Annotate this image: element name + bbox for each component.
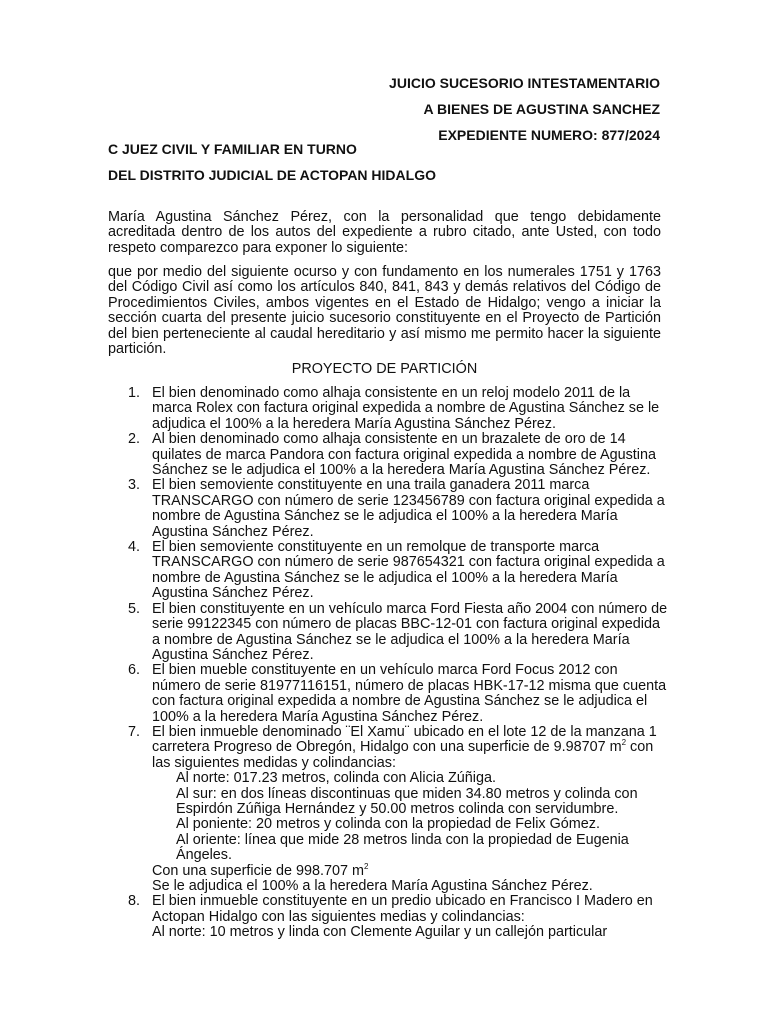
case-number: EXPEDIENTE NUMERO: 877/2024 xyxy=(438,127,660,143)
list-item xyxy=(108,602,668,664)
boundary-east: Al oriente: línea que mide 28 metros linda con la propiedad de Eugenia Ángeles. xyxy=(176,831,629,864)
list-item xyxy=(108,432,668,478)
intro-paragraph: María Agustina Sánchez Pérez, con la personalidad que tengo debidamente acreditada dentro de los autos del expediente a rubro citado, ante Usted, con todo respeto comparezco para exponer lo siguiente: xyxy=(108,209,661,256)
item-number: 5. xyxy=(128,600,141,617)
body-paragraph: que por medio del siguiente ocurso y con fundamento en los numerales 1751 y 1763 del Código Civil así como los artículos 840, 841, 843 y demás relativos del Código de Procedimientos Civiles, ambos vigentes en el Estado de Hidalgo; vengo a iniciar la sección cuarta del presente juicio sucesorio constituyente en el Proyecto de Partición del bien perteneciente al caudal hereditario y así mismo me permito hacer la siguiente partición. xyxy=(108,264,661,358)
adjudication-text: Se le adjudica el 100% a la heredera María Agustina Sánchez Pérez. xyxy=(152,878,593,894)
list-item-property-xamu xyxy=(108,725,668,894)
item-number: 6. xyxy=(128,662,141,679)
addressee-judge: C JUEZ CIVIL Y FAMILIAR EN TURNO xyxy=(108,141,357,157)
boundary-north: Al norte: 10 metros y linda con Clemente Aguilar y un callejón particular xyxy=(152,924,608,941)
addressee-district: DEL DISTRITO JUDICIAL DE ACTOPAN HIDALGO xyxy=(108,167,436,183)
item-text: El bien mueble constituyente en un vehículo marca Ford Focus 2012 con número de serie 81977116151, número de placas HBK-17-12 misma que cuenta con factura original expedida a nombre de Agustina Sánchez se le adjudica el 100% a la heredera María Agustina Sánchez Pérez. xyxy=(152,662,667,725)
item-number: 2. xyxy=(128,431,141,448)
item-number: 8. xyxy=(128,893,141,910)
item-number: 4. xyxy=(128,539,141,556)
section-title: PROYECTO DE PARTICIÓN xyxy=(291,361,478,377)
case-title: JUICIO SUCESORIO INTESTAMENTARIO xyxy=(389,75,660,91)
boundary-south: Al sur: en dos líneas discontinuas que miden 34.80 metros y colinda con Espirdón Zúñiga Hernández y 50.00 metros colinda con servidumbre. xyxy=(176,785,638,817)
list-item xyxy=(108,540,668,602)
item-text: El bien inmueble constituyente en un predio ubicado en Francisco I Madero en Actopan Hidalgo con las siguientes medias y colindancias: xyxy=(152,893,653,925)
list-item xyxy=(108,386,668,432)
case-subject: A BIENES DE AGUSTINA SANCHEZ xyxy=(423,101,660,117)
item-text: El bien semoviente constituyente en una traila ganadera 2011 marca TRANSCARGO con número de serie 123456789 con factura original expedida a nombre de Agustina Sánchez se le adjudica el 100% a la heredera María Agustina Sánchez Pérez. xyxy=(152,477,665,540)
item-text: El bien constituyente en un vehículo marca Ford Fiesta año 2004 con número de serie 99122345 con número de placas BBC-12-01 con factura original expedida a nombre de Agustina Sánchez se le adjudica el 100% a la heredera María Agustina Sánchez Pérez. xyxy=(152,600,668,663)
item-text: El bien inmueble denominado ¨El Xamu¨ ubicado en el lote 12 de la manzana 1 carretera Progreso de Obregón, Hidalgo con una superficie de xyxy=(152,723,657,756)
partition-list xyxy=(108,386,668,941)
total-surface xyxy=(152,861,668,879)
item-text: Al bien denominado como alhaja consistente en un brazalete de oro de 14 quilates de marca Pandora con factura original expedida a nombre de Agustina Sánchez se le adjudica el 100% a la heredera María Agustina Sánchez Pérez. xyxy=(152,431,656,479)
list-item-property-madero xyxy=(108,894,668,940)
surface-text: Con una superficie de 998.707 m xyxy=(152,862,365,879)
item-text: El bien denominado como alhaja consistente en un reloj modelo 2011 de la marca Rolex con factura original expedida a nombre de Agustina Sánchez se le adjudica el 100% a la heredera María Agustina Sánchez Pérez. xyxy=(152,385,660,432)
item-text: El bien semoviente constituyente en un remolque de transporte marca TRANSCARGO con número de serie 987654321 con factura original expedida a nombre de Agustina Sánchez se le adjudica el 100% a la heredera María Agustina Sánchez Pérez. xyxy=(152,539,665,602)
addressee xyxy=(108,136,436,188)
list-item xyxy=(108,663,668,725)
item-number: 3. xyxy=(128,477,141,494)
list-item xyxy=(108,478,668,540)
item-number: 7. xyxy=(128,723,141,740)
boundary-west: Al poniente: 20 metros y colinda con la propiedad de Felix Gómez. xyxy=(176,816,600,833)
item-area: 9.98707 m xyxy=(553,739,622,756)
area-superscript: 2 xyxy=(621,738,627,748)
surface-superscript: 2 xyxy=(364,861,369,871)
item-area-suffix: con las siguientes medidas y colindancias: xyxy=(152,739,654,771)
boundary-north: Al norte: 017.23 metros, colinda con Alicia Zúñiga. xyxy=(176,770,496,787)
item-number: 1. xyxy=(128,385,141,401)
